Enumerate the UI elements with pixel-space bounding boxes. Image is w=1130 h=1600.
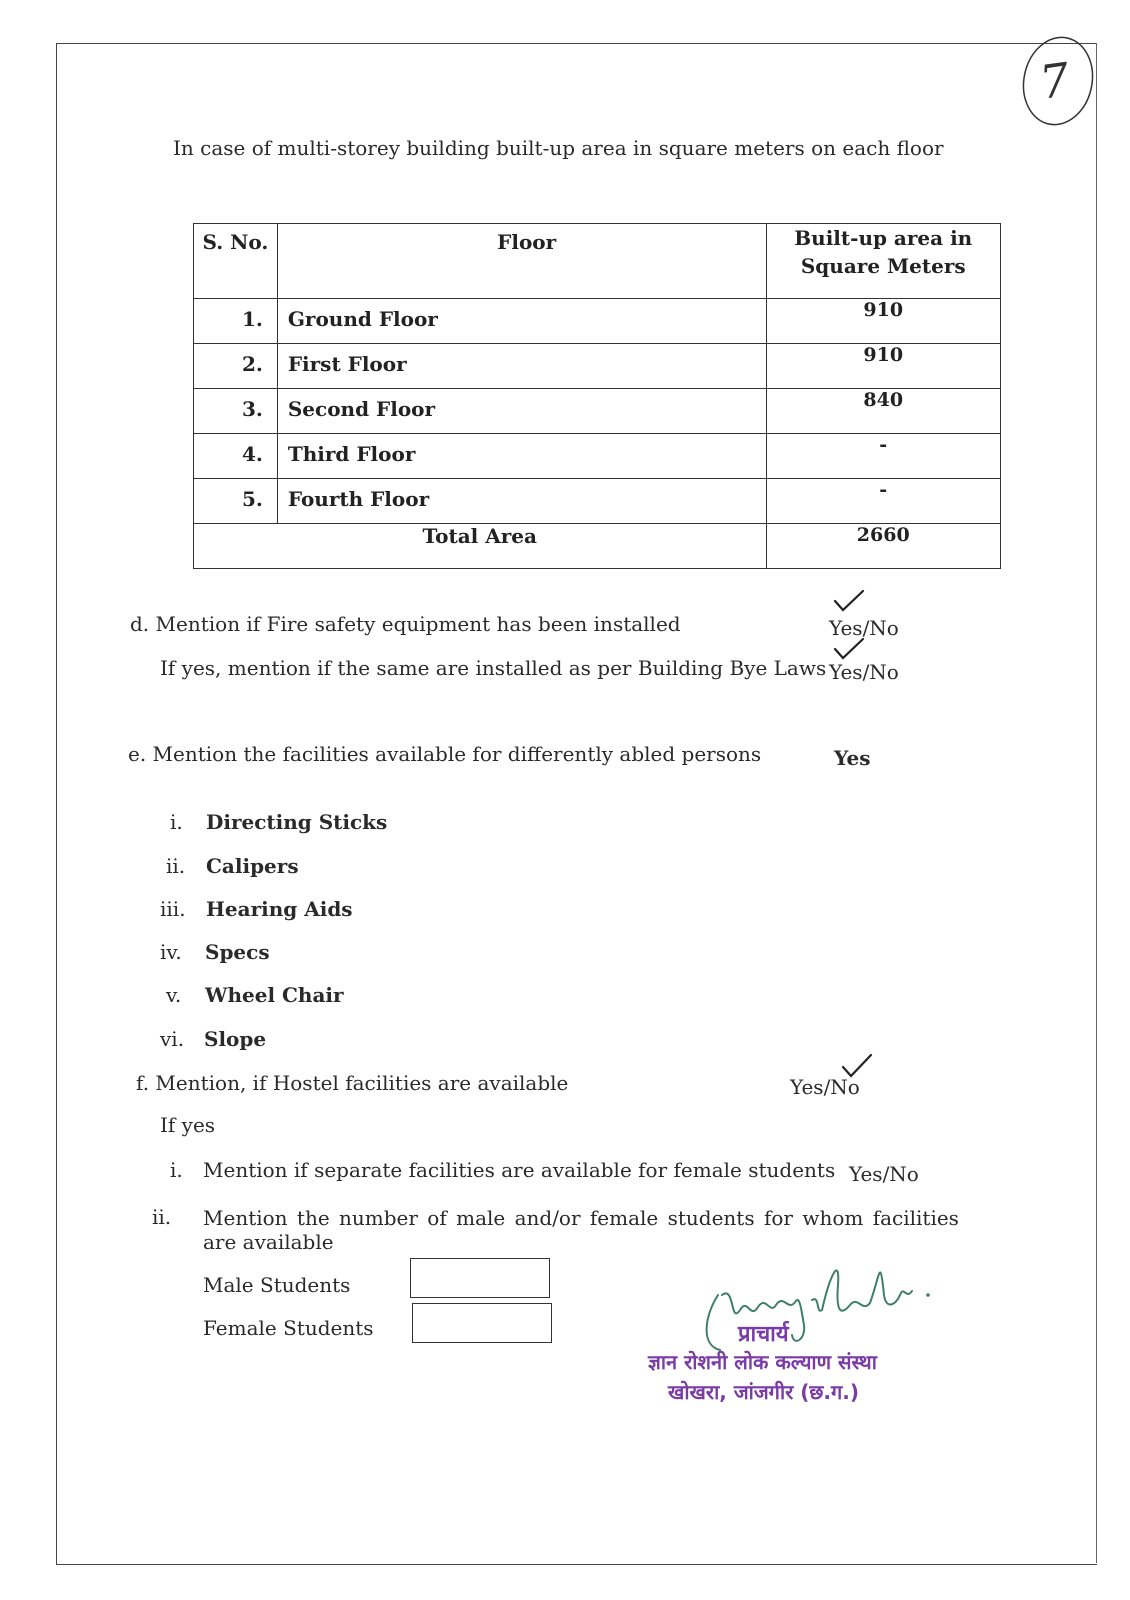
row-sno: 1. [194,299,278,344]
if-yes-label: If yes [160,1113,216,1137]
row-sno: 2. [194,344,278,389]
fire-safety-answer: Yes/No [829,616,899,640]
header-area [766,224,1001,299]
row-area: 910 [766,299,1001,344]
built-up-area-table [193,223,1001,569]
total-area-label: Total Area [194,524,767,569]
row-sno: 5. [194,479,278,524]
list-item-number: vi. [160,1027,185,1051]
stamp-line2: खोखरा, जांजगीर (छ.ग.) [668,1380,860,1404]
bye-laws-question: If yes, mention if the same are installed as per Building Bye Laws [160,656,827,680]
stamp-line1: ज्ञान रोशनी लोक कल्याण संस्था [648,1350,877,1374]
hostel-answer: Yes/No [790,1075,860,1099]
row-floor: Third Floor [277,434,766,479]
list-item: Directing Sticks [206,810,388,834]
row-sno: 3. [194,389,278,434]
row-floor: Second Floor [277,389,766,434]
list-item-number: v. [166,983,182,1007]
female-students-label: Female Students [203,1316,374,1340]
page-border-right [1096,43,1097,1563]
row-sno: 4. [194,434,278,479]
table-header-row [194,224,1001,299]
header-sno: S. No. [194,224,278,299]
table-total-row [194,524,1001,569]
female-students-box [412,1303,552,1343]
student-count-question-line2: are available [203,1230,334,1254]
row-area: 910 [766,344,1001,389]
list-item-number: i. [170,1158,183,1182]
stamp-title: प्राचार्य [738,1322,789,1347]
row-area: 840 [766,389,1001,434]
header-area-line1: Built-up area in [794,226,973,250]
row-floor: Ground Floor [277,299,766,344]
list-item: Calipers [206,854,299,878]
list-item: Hearing Aids [206,897,353,921]
table-row [194,479,1001,524]
row-area: - [766,434,1001,479]
row-floor: First Floor [277,344,766,389]
disabled-facilities-answer: Yes [834,746,871,770]
page-number: 7 [1036,52,1073,110]
list-item: Wheel Chair [205,983,344,1007]
list-item: Specs [205,940,270,964]
total-area-value: 2660 [766,524,1001,569]
list-item-number: ii. [166,854,186,878]
intro-text: In case of multi-storey building built-up area in square meters on each floor [173,136,944,160]
disabled-facilities-question: e. Mention the facilities available for differently abled persons [128,742,762,766]
header-area-line2: Square Meters [800,254,966,278]
list-item-number: i. [170,810,183,834]
student-count-question-line1: Mention the number of male and/or female students for whom facilities [203,1206,959,1230]
female-facilities-question: Mention if separate facilities are available for female students [203,1158,836,1182]
row-floor: Fourth Floor [277,479,766,524]
check-mark-icon [832,588,866,614]
check-mark-icon [832,636,866,662]
fire-safety-question: d. Mention if Fire safety equipment has been installed [130,612,681,636]
table-row [194,434,1001,479]
table-row [194,299,1001,344]
header-floor: Floor [277,224,766,299]
bye-laws-answer: Yes/No [829,660,899,684]
list-item-number: iv. [160,940,182,964]
male-students-box [410,1258,550,1298]
table-row [194,344,1001,389]
male-students-label: Male Students [203,1273,351,1297]
row-area: - [766,479,1001,524]
hostel-question: f. Mention, if Hostel facilities are available [136,1071,569,1095]
list-item-number: ii. [152,1205,172,1229]
table-row [194,389,1001,434]
female-facilities-answer: Yes/No [849,1162,919,1186]
list-item-number: iii. [160,897,186,921]
list-item: Slope [204,1027,267,1051]
